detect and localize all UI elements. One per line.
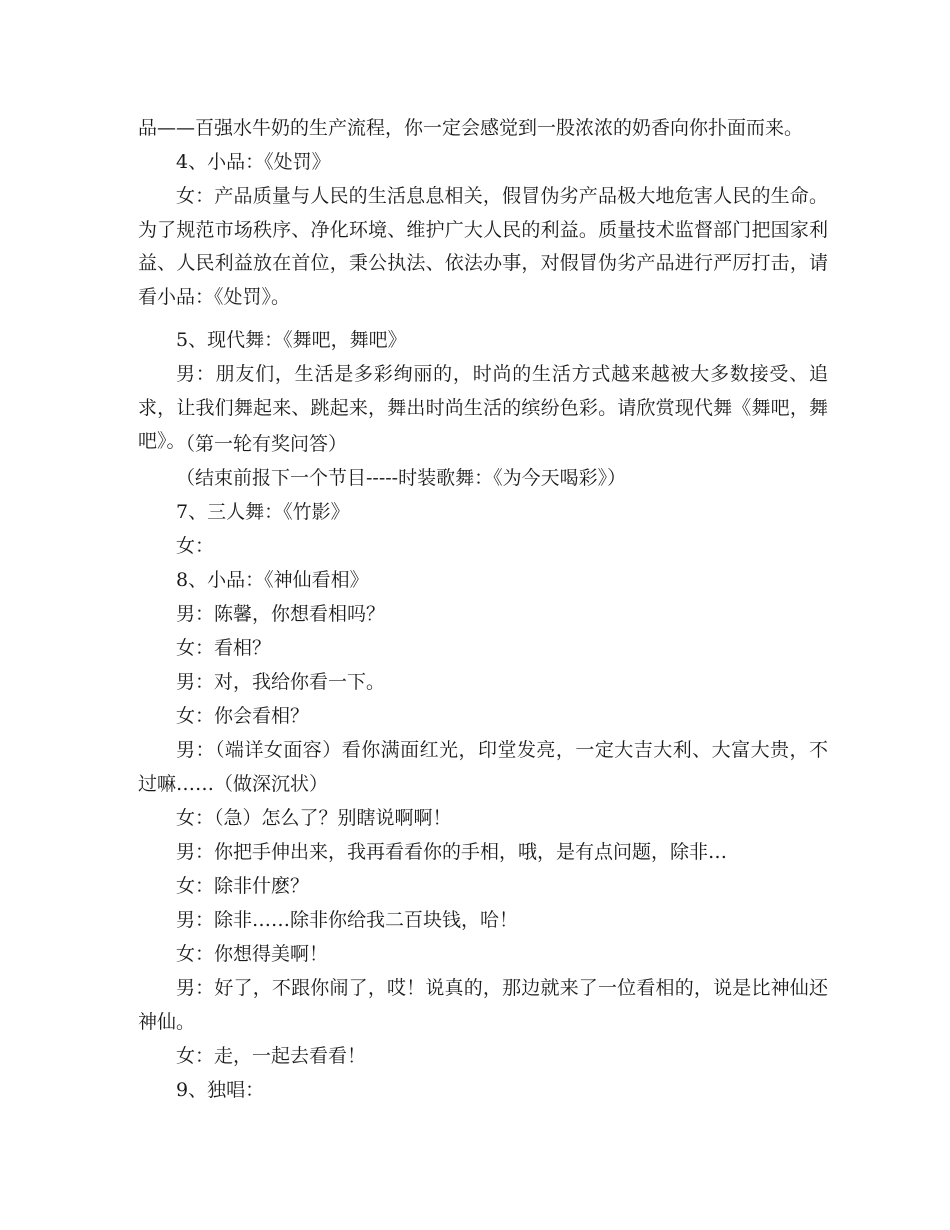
male-host-paragraph-dance: 男：朋友们，生活是多彩绚丽的，时尚的生活方式越来越被大多数接受、追求，让我们舞起来、跳起来，舞出时尚生活的缤纷色彩。请欣赏现代舞《舞吧，舞吧》。	[138, 363, 828, 452]
dialogue-line: 男：对，我给你看一下。	[176, 671, 386, 693]
dialogue-line: 女：（急）怎么了？别瞎说啊啊！	[176, 807, 452, 829]
dialogue-line: 女：你会看相？	[176, 705, 310, 727]
paragraph-intro-continuation: 品——百强水牛奶的生产流程，你一定会感觉到一股浓浓的奶香向你扑面而来。	[138, 117, 804, 139]
dialogue-line: 女：除非什麽？	[176, 875, 310, 897]
dialogue-line: 女：你想得美啊！	[176, 943, 329, 965]
dialogue-line: 女：走，一起去看看！	[176, 1045, 367, 1067]
female-host-line-empty: 女：	[176, 535, 215, 557]
female-host-paragraph-penalty: 女：产品质量与人民的生活息息相关，假冒伪劣产品极大地危害人民的生命。为了规范市场秩序、净化环境、维护广大人民的利益。质量技术监督部门把国家利益、人民利益放在首位，秉公执法、依法办事，对假冒伪劣产品进行严厉打击，请看小品：《处罚》。	[138, 185, 828, 308]
dialogue-line: 男：你把手伸出来，我再看看你的手相，哦，是有点问题，除非…	[176, 841, 728, 863]
program-item-7-heading: 7、三人舞：《竹影》	[176, 501, 350, 523]
program-item-4-heading: 4、小品：《处罚》	[176, 151, 331, 173]
program-item-9-heading: 9、独唱：	[176, 1079, 265, 1101]
dialogue-line: 男：（端详女面容）看你满面红光，印堂发亮，一定大吉大利、大富大贵，不过嘛……（做深沉状）	[138, 739, 828, 795]
dialogue-line: 男：陈馨，你想看相吗？	[176, 603, 386, 625]
dialogue-line: 女：看相？	[176, 637, 272, 659]
program-item-8-heading: 8、小品：《神仙看相》	[176, 569, 369, 591]
stage-note-quiz: （第一轮有奖问答）	[176, 433, 348, 455]
dialogue-line: 男：好了，不跟你闹了，哎！说真的，那边就来了一位看相的，说是比神仙还神仙。	[138, 977, 828, 1033]
program-item-5-heading: 5、现代舞：《舞吧，舞吧》	[176, 329, 407, 351]
stage-note-next-program: （结束前报下一个节目-----时装歌舞：《为今天喝彩》）	[176, 467, 627, 489]
dialogue-line: 男：除非……除非你给我二百块钱，哈！	[176, 909, 519, 931]
